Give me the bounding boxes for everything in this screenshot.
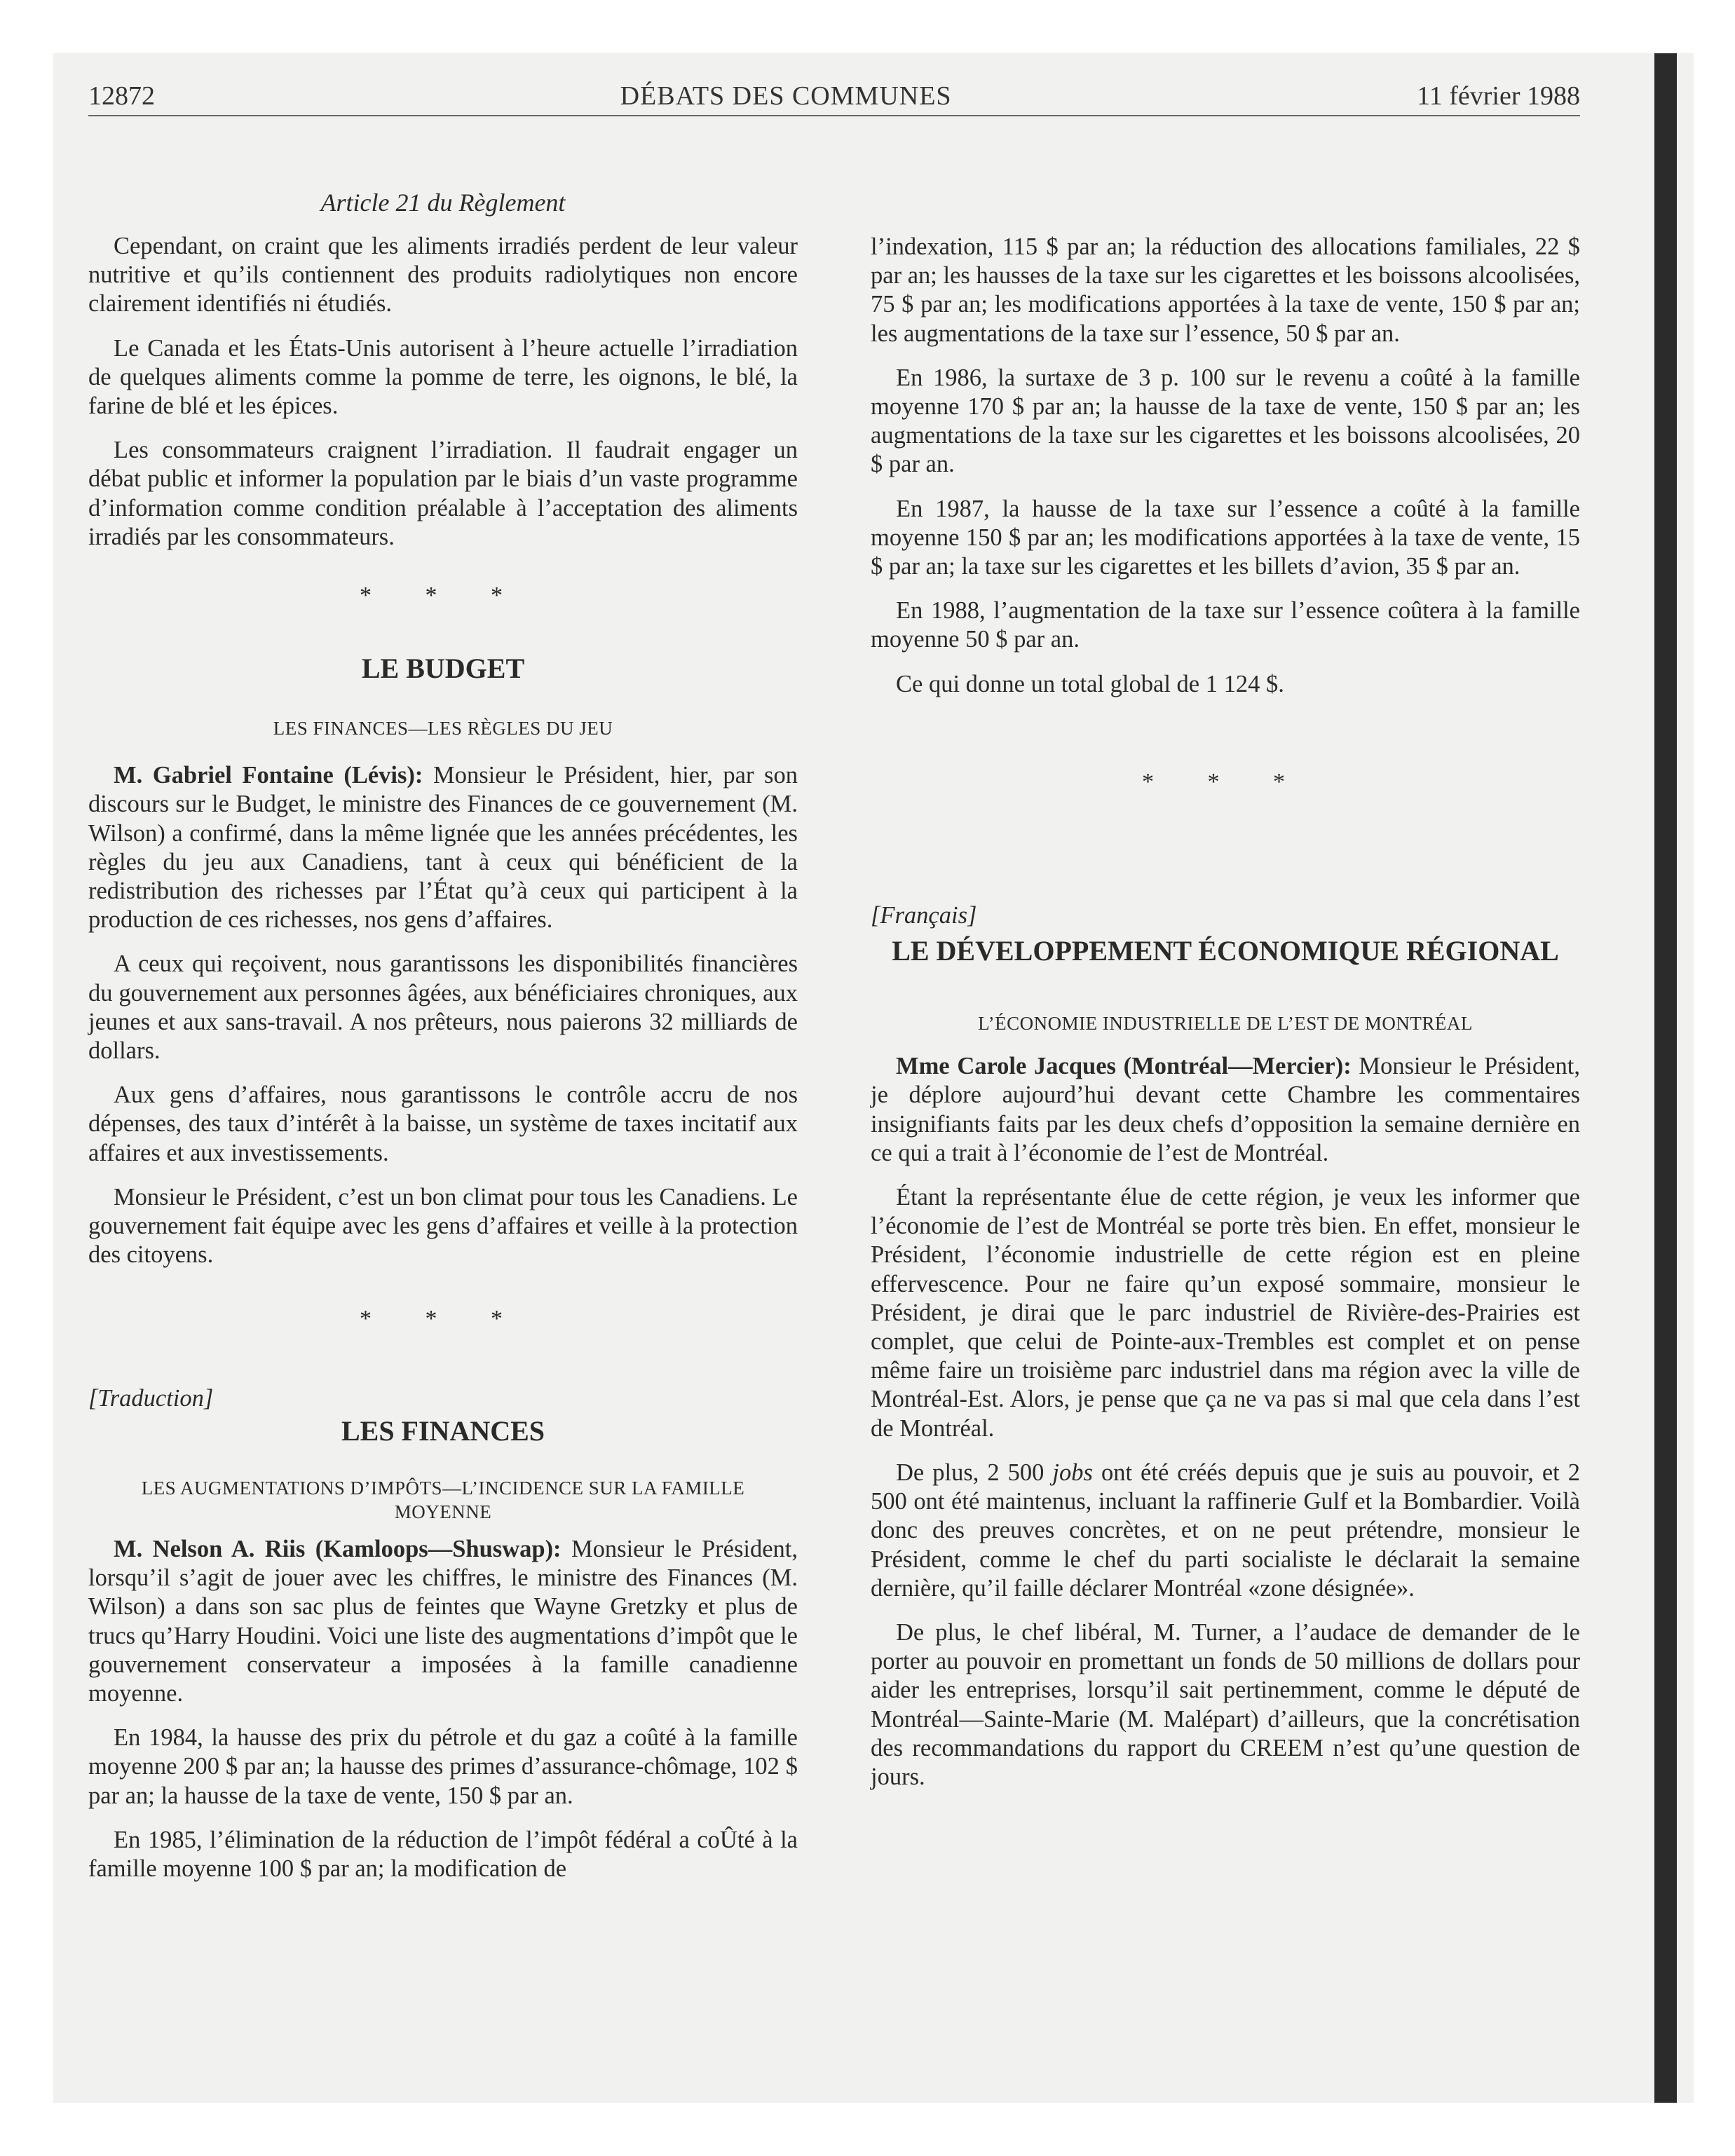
section-heading-budget: LE BUDGET — [361, 653, 525, 685]
section-heading-finances: LES FINANCES — [341, 1414, 545, 1447]
speech-paragraph — [88, 761, 798, 934]
subheading-development: L’ÉCONOMIE INDUSTRIELLE DE L’EST DE MONTRÉAL — [978, 1013, 1473, 1035]
paragraph: Monsieur le Président, c’est un bon climat pour tous les Canadiens. Le gouvernement fait équipe avec les gens d’affaires et veille à la protection des citoyens. — [88, 1183, 798, 1269]
speech-text: Monsieur le Président, je déplore aujourd’hui devant cette Chambre les commentaires insignifiants faits par les deux chefs d’opposition la semaine dernière en ce qui a trait à l’économie de l’est de Montréal. — [871, 1053, 1580, 1166]
section-separator: * * * — [360, 1306, 526, 1332]
right-column — [871, 189, 1580, 1807]
header-rule — [88, 115, 1580, 116]
speech-text: Monsieur le Président, hier, par son discours sur le Budget, le ministre des Finances de ce gouvernement (M. Wilson) a confirmé, dans la même lignée que les années précédentes, les règles du jeu aux Canadiens, tant à ceux qui bénéficient de la redistribution des richesses par l’État qu’à ceux qui participent à la production de ces richesses, nos gens d’affaires. — [88, 762, 798, 934]
speech-paragraph — [88, 1535, 798, 1708]
paragraph: Ce qui donne un total global de 1 124 $. — [896, 670, 1284, 697]
article-heading: Article 21 du Règlement — [320, 189, 566, 217]
paragraph: Aux gens d’affaires, nous garantissons le contrôle accru de nos dépenses, des taux d’intérêt à la baisse, un système de taxes incitatif aux affaires et aux investissements. — [88, 1082, 798, 1166]
paragraph: En 1987, la hausse de la taxe sur l’essence a coûté à la famille moyenne 150 $ par an; les modifications apportées à la taxe de vente, 15 $ par an; la taxe sur les cigarettes et les billets d’avion, 35 $ par an. — [871, 495, 1580, 580]
left-column — [88, 189, 798, 1899]
speech-paragraph — [871, 1052, 1580, 1168]
text-run: ont été créés depuis que je suis au pouvoir, et 2 500 ont été maintenus, incluant la raffinerie Gulf et la Bombardier. Voilà donc des preuves concrètes, et on ne peut prétendre, monsieur le Président, comme le chef du parti socialiste le déclarait la semaine dernière, qu’il faille déclarer Montréal «zone désignée». — [871, 1459, 1580, 1602]
language-tag: [Traduction] — [88, 1384, 214, 1412]
paragraph: Cependant, on craint que les aliments irradiés perdent de leur valeur nutritive et qu’ils contiennent des produits radiolytiques non encore clairement identifiés ni étudiés. — [88, 233, 798, 318]
subheading-finances: LES AUGMENTATIONS D’IMPÔTS—L’INCIDENCE SUR LA FAMILLE MOYENNE — [141, 1477, 745, 1522]
paragraph: l’indexation, 115 $ par an; la réduction des allocations familiales, 22 $ par an; les hausses de la taxe sur les cigarettes et les boissons alcoolisées, 75 $ par an; les modifications apportées à la taxe de vente, 150 $ par an; les augmentations de la taxe sur l’essence, 50 $ par an. — [871, 233, 1580, 347]
paragraph: En 1986, la surtaxe de 3 p. 100 sur le revenu a coûté à la famille moyenne 170 $ par an; la hausse de la taxe de vente, 150 $ par an; les augmentations de la taxe sur les cigarettes et les boissons alcoolisées, 20 $ par an. — [871, 364, 1580, 478]
paragraph: Les consommateurs craignent l’irradiation. Il faudrait engager un débat public et informer la population par le biais d’un vaste programme d’information comme condition préalable à l’acceptation des aliments irradiés par les consommateurs. — [88, 437, 798, 550]
section-separator: * * * — [360, 582, 526, 609]
page-number: 12872 — [88, 81, 155, 111]
paragraph: Le Canada et les États-Unis autorisent à l’heure actuelle l’irradiation de quelques aliments comme la pomme de terre, les oignons, le blé, la farine de blé et les épices. — [88, 334, 798, 420]
speaker-name: Mme Carole Jacques (Montréal—Mercier): — [896, 1053, 1352, 1080]
paragraph: Étant la représentante élue de cette région, je veux les informer que l’économie de l’est de Montréal se porte très bien. En effet, monsieur le Président, l’économie industrielle de cette région est en pleine effervescence. Pour ne faire qu’un exposé sommaire, monsieur le Président, je dirai que le parc industriel de Rivière-des-Prairies est complet, que celui de Pointe-aux-Trembles est complet et on pense même faire un troisième parc industriel dans ma région avec la ville de Montréal-Est. Alors, je pense que ça ne va pas si mal que cela dans l’est de Montréal. — [871, 1184, 1580, 1442]
publication-title: DÉBATS DES COMMUNES — [620, 81, 952, 111]
language-tag: [Français] — [871, 902, 977, 929]
text-run: De plus, 2 500 — [896, 1459, 1045, 1486]
page-edge-bar — [1654, 53, 1677, 2103]
running-head — [88, 81, 1580, 111]
speech-text: Monsieur le Président, lorsqu’il s’agit de jouer avec les chiffres, le ministre des Finances (M. Wilson) a dans son sac plus de feintes que Wayne Gretzky et plus de trucs qu’Harry Houdini. Voici une liste des augmentations d’impôt que le gouvernement conservateur a imposées à la famille canadienne moyenne. — [88, 1535, 798, 1707]
paragraph: En 1988, l’augmentation de la taxe sur l’essence coûtera à la famille moyenne 50 $ par an. — [871, 597, 1580, 653]
issue-date: 11 février 1988 — [1417, 81, 1580, 111]
speaker-name: M. Gabriel Fontaine (Lévis): — [114, 762, 423, 789]
italic-word: jobs — [1052, 1459, 1093, 1486]
paragraph: A ceux qui reçoivent, nous garantissons les disponibilités financières du gouvernement aux personnes âgées, aux bénéficiaires chroniques, aux jeunes et aux sans-travail. A nos prêteurs, nous paierons 32 milliards de dollars. — [88, 950, 798, 1065]
section-separator: * * * — [1142, 768, 1309, 795]
paragraph — [871, 1459, 1580, 1603]
speaker-name: M. Nelson A. Riis (Kamloops—Shuswap): — [114, 1535, 562, 1562]
subheading-budget: LES FINANCES—LES RÈGLES DU JEU — [273, 718, 613, 739]
paragraph: En 1985, l’élimination de la réduction de l’impôt fédéral a coÛté à la famille moyenne 100 $ par an; la modification de — [88, 1826, 798, 1882]
paragraph: De plus, le chef libéral, M. Turner, a l’audace de demander de le porter au pouvoir en promettant un fonds de 50 millions de dollars pour aider les entreprises, lorsqu’il sait pertinemment, comme le député de Montréal—Sainte-Marie (M. Malépart) d’ailleurs, que la concrétisation des recommandations du rapport du CREEM n’est qu’une question de jours. — [871, 1618, 1580, 1790]
paragraph: En 1984, la hausse des prix du pétrole et du gaz a coûté à la famille moyenne 200 $ par an; la hausse des primes d’assurance-chômage, 102 $ par an; la hausse de la taxe de vente, 150 $ par an. — [88, 1724, 798, 1809]
section-heading-development: LE DÉVELOPPEMENT ÉCONOMIQUE RÉGIONAL — [892, 935, 1559, 967]
